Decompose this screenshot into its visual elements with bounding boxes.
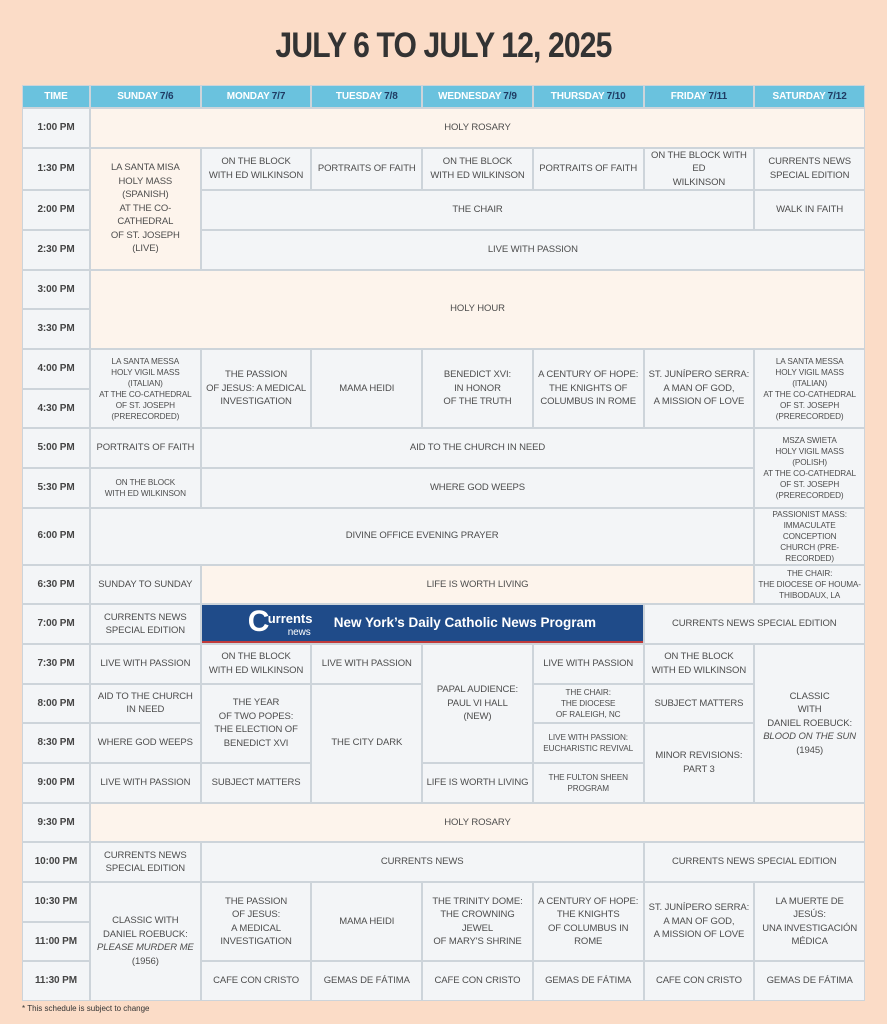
program-eucharistic-revival: LIVE WITH PASSION: EUCHARISTIC REVIVAL	[534, 724, 643, 762]
program-passionist-mass: PASSIONIST MASS: IMMACULATE CONCEPTION CHURCH (PRE-RECORDED)	[755, 509, 864, 564]
header-day-name: MONDAY	[226, 90, 270, 102]
time-slot: 9:00 PM	[23, 764, 89, 802]
schedule-grid	[22, 85, 865, 1001]
program-portraits-of-faith: PORTRAITS OF FAITH	[91, 429, 200, 467]
time-slot: 11:00 PM	[23, 923, 89, 961]
time-slot: 8:00 PM	[23, 685, 89, 723]
header-day-name: THURSDAY	[550, 90, 605, 102]
currents-logo	[246, 606, 322, 640]
header-tuesday	[312, 86, 421, 107]
program-live-with-passion: LIVE WITH PASSION	[202, 231, 864, 269]
program-holy-rosary: HOLY ROSARY	[91, 804, 864, 842]
program-live-with-passion: LIVE WITH PASSION	[91, 645, 200, 683]
program-year-of-two-popes: THE YEAR OF TWO POPES: THE ELECTION OF BENEDICT XVI	[202, 685, 311, 762]
header-saturday	[755, 86, 864, 107]
program-life-is-worth-living: LIFE IS WORTH LIVING	[423, 764, 532, 802]
program-on-the-block: ON THE BLOCK WITH ED WILKINSON	[645, 149, 754, 190]
program-currents-news-special: CURRENTS NEWS SPECIAL EDITION	[91, 843, 200, 881]
currents-logo-c-icon: C	[247, 605, 270, 639]
program-life-is-worth-living: LIFE IS WORTH LIVING	[202, 566, 754, 604]
program-la-muerte-de-jesus: LA MUERTE DE JESÚS: UNA INVESTIGACIÓN MÉDICA	[755, 883, 864, 960]
program-benedict-xvi: BENEDICT XVI: IN HONOR OF THE TRUTH	[423, 350, 532, 427]
program-cafe-con-cristo: CAFE CON CRISTO	[423, 962, 532, 1000]
program-the-chair-houma: THE CHAIR: THE DIOCESE OF HOUMA- THIBODAUX, LA	[755, 566, 864, 604]
time-slot: 3:00 PM	[23, 271, 89, 309]
banner-tagline: New York’s Daily Catholic News Program	[333, 615, 597, 631]
time-slot: 5:30 PM	[23, 469, 89, 507]
time-slot: 10:30 PM	[23, 883, 89, 921]
program-papal-audience: PAPAL AUDIENCE: PAUL VI HALL (NEW)	[423, 645, 532, 762]
time-slot: 6:00 PM	[23, 509, 89, 564]
program-on-the-block: ON THE BLOCK WITH ED WILKINSON	[91, 469, 200, 507]
header-day-name: WEDNESDAY	[438, 90, 502, 102]
program-sunday-to-sunday: SUNDAY TO SUNDAY	[91, 566, 200, 604]
program-portraits-of-faith: PORTRAITS OF FAITH	[534, 149, 643, 190]
time-slot: 3:30 PM	[23, 310, 89, 348]
program-live-with-passion: LIVE WITH PASSION	[91, 764, 200, 802]
time-slot: 2:30 PM	[23, 231, 89, 269]
time-slot: 4:00 PM	[23, 350, 89, 388]
currents-logo-word: urrents	[267, 611, 313, 627]
program-santa-messa: LA SANTA MESSA HOLY VIGIL MASS (ITALIAN) AT THE CO-CATHEDRAL OF ST. JOSEPH (PRERECORDED)	[91, 350, 200, 427]
header-day-name: FRIDAY	[670, 90, 707, 102]
header-monday	[202, 86, 311, 107]
program-classic-label: CLASSIC WITH DANIEL ROEBUCK:	[767, 690, 852, 729]
time-slot: 5:00 PM	[23, 429, 89, 467]
program-junipero-serra: ST. JUNÍPERO SERRA: A MAN OF GOD, A MISSION OF LOVE	[645, 350, 754, 427]
program-currents-news-special: CURRENTS NEWS SPECIAL EDITION	[645, 605, 864, 643]
time-slot: 11:30 PM	[23, 962, 89, 1000]
program-mama-heidi: MAMA HEIDI	[312, 350, 421, 427]
program-santa-messa: LA SANTA MESSA HOLY VIGIL MASS (ITALIAN) AT THE CO-CATHEDRAL OF ST. JOSEPH (PRERECORDED)	[755, 350, 864, 427]
program-the-chair: THE CHAIR	[202, 191, 754, 229]
program-santa-misa: LA SANTA MISA HOLY MASS (SPANISH) AT THE CO-CATHEDRAL OF ST. JOSEPH (LIVE)	[91, 149, 200, 269]
header-time: TIME	[23, 86, 89, 107]
program-where-god-weeps: WHERE GOD WEEPS	[91, 724, 200, 762]
time-slot: 4:30 PM	[23, 390, 89, 428]
header-day-date: 7/8	[384, 90, 398, 102]
program-gemas-de-fatima: GEMAS DE FÁTIMA	[312, 962, 421, 1000]
program-city-dark: THE CITY DARK	[312, 685, 421, 802]
program-fulton-sheen: THE FULTON SHEEN PROGRAM	[534, 764, 643, 802]
program-live-with-passion: LIVE WITH PASSION	[534, 645, 643, 683]
program-currents-news-special: CURRENTS NEWS SPECIAL EDITION	[645, 843, 864, 881]
currents-logo-sub: news	[287, 627, 311, 639]
program-aid-to-the-church: AID TO THE CHURCH IN NEED	[91, 685, 200, 723]
header-day-date: 7/11	[708, 90, 728, 102]
time-slot: 6:30 PM	[23, 566, 89, 604]
program-currents-news-special: CURRENTS NEWS SPECIAL EDITION	[91, 605, 200, 643]
program-live-with-passion: LIVE WITH PASSION	[312, 645, 421, 683]
program-msza-swieta: MSZA SWIETA HOLY VIGIL MASS (POLISH) AT THE CO-CATHEDRAL OF ST. JOSEPH (PRERECORDED)	[755, 429, 864, 506]
program-on-the-block: ON THE BLOCK WITH ED WILKINSON	[202, 645, 311, 683]
program-the-chair-raleigh: THE CHAIR: THE DIOCESE OF RALEIGH, NC	[534, 685, 643, 723]
header-day-name: TUESDAY	[335, 90, 383, 102]
currents-news-banner	[202, 605, 643, 643]
program-currents-news-special: CURRENTS NEWS SPECIAL EDITION	[755, 149, 864, 190]
program-century-of-hope: A CENTURY OF HOPE: THE KNIGHTS OF COLUMBUS IN ROME	[534, 883, 643, 960]
program-on-the-block: ON THE BLOCK WITH ED WILKINSON	[202, 149, 311, 190]
program-gemas-de-fatima: GEMAS DE FÁTIMA	[534, 962, 643, 1000]
header-thursday	[534, 86, 643, 107]
header-day-name: SUNDAY	[117, 90, 158, 102]
program-trinity-dome: THE TRINITY DOME: THE CROWNING JEWEL OF MARY'S SHRINE	[423, 883, 532, 960]
header-day-date: 7/12	[827, 90, 847, 102]
time-slot: 1:30 PM	[23, 149, 89, 190]
program-subject-matters: SUBJECT MATTERS	[202, 764, 311, 802]
header-sunday	[91, 86, 200, 107]
program-minor-revisions: MINOR REVISIONS: PART 3	[645, 724, 754, 801]
program-classic-roebuck	[91, 883, 200, 1000]
program-classic-year: (1945)	[796, 744, 824, 756]
program-junipero-serra: ST. JUNÍPERO SERRA: A MAN OF GOD, A MISSION OF LOVE	[645, 883, 754, 960]
page-title: JULY 6 TO JULY 12, 2025	[275, 26, 612, 65]
program-passion-of-jesus: THE PASSION OF JESUS: A MEDICAL INVESTIGATION	[202, 350, 311, 427]
time-slot: 7:00 PM	[23, 605, 89, 643]
program-subject-matters: SUBJECT MATTERS	[645, 685, 754, 723]
time-slot: 1:00 PM	[23, 109, 89, 147]
program-classic-title: BLOOD ON THE SUN	[763, 731, 857, 743]
program-divine-office: DIVINE OFFICE EVENING PRAYER	[91, 509, 753, 564]
program-holy-rosary: HOLY ROSARY	[91, 109, 864, 147]
program-on-the-block: ON THE BLOCK WITH ED WILKINSON	[645, 645, 754, 683]
program-century-of-hope: A CENTURY OF HOPE: THE KNIGHTS OF COLUMBUS IN ROME	[534, 350, 643, 427]
header-day-date: 7/9	[503, 90, 517, 102]
program-classic-year: (1956)	[131, 955, 159, 967]
footnote: * This schedule is subject to change	[22, 1004, 150, 1013]
header-wednesday	[423, 86, 532, 107]
time-slot: 9:30 PM	[23, 804, 89, 842]
program-on-the-block: ON THE BLOCK WITH ED WILKINSON	[423, 149, 532, 190]
program-mama-heidi: MAMA HEIDI	[312, 883, 421, 960]
header-friday	[645, 86, 754, 107]
program-classic-title: PLEASE MURDER ME	[97, 942, 194, 954]
program-passion-of-jesus: THE PASSION OF JESUS: A MEDICAL INVESTIGATION	[202, 883, 311, 960]
header-day-date: 7/7	[271, 90, 286, 102]
program-cafe-con-cristo: CAFE CON CRISTO	[202, 962, 311, 1000]
program-holy-hour: HOLY HOUR	[91, 271, 864, 348]
time-slot: 8:30 PM	[23, 724, 89, 762]
program-classic-roebuck	[755, 645, 864, 802]
program-portraits-of-faith: PORTRAITS OF FAITH	[312, 149, 421, 190]
program-classic-label: CLASSIC WITH DANIEL ROEBUCK:	[102, 915, 188, 940]
time-slot: 2:00 PM	[23, 191, 89, 229]
program-where-god-weeps: WHERE GOD WEEPS	[202, 469, 754, 507]
header-day-date: 7/6	[159, 90, 174, 102]
program-cafe-con-cristo: CAFE CON CRISTO	[645, 962, 754, 1000]
program-currents-news: CURRENTS NEWS	[202, 843, 643, 881]
program-walk-in-faith: WALK IN FAITH	[755, 191, 864, 229]
header-day-date: 7/10	[606, 90, 626, 102]
header-day-name: SATURDAY	[772, 90, 826, 102]
time-slot: 10:00 PM	[23, 843, 89, 881]
program-aid-to-the-church: AID TO THE CHURCH IN NEED	[202, 429, 754, 467]
program-gemas-de-fatima: GEMAS DE FÁTIMA	[755, 962, 864, 1000]
time-slot: 7:30 PM	[23, 645, 89, 683]
